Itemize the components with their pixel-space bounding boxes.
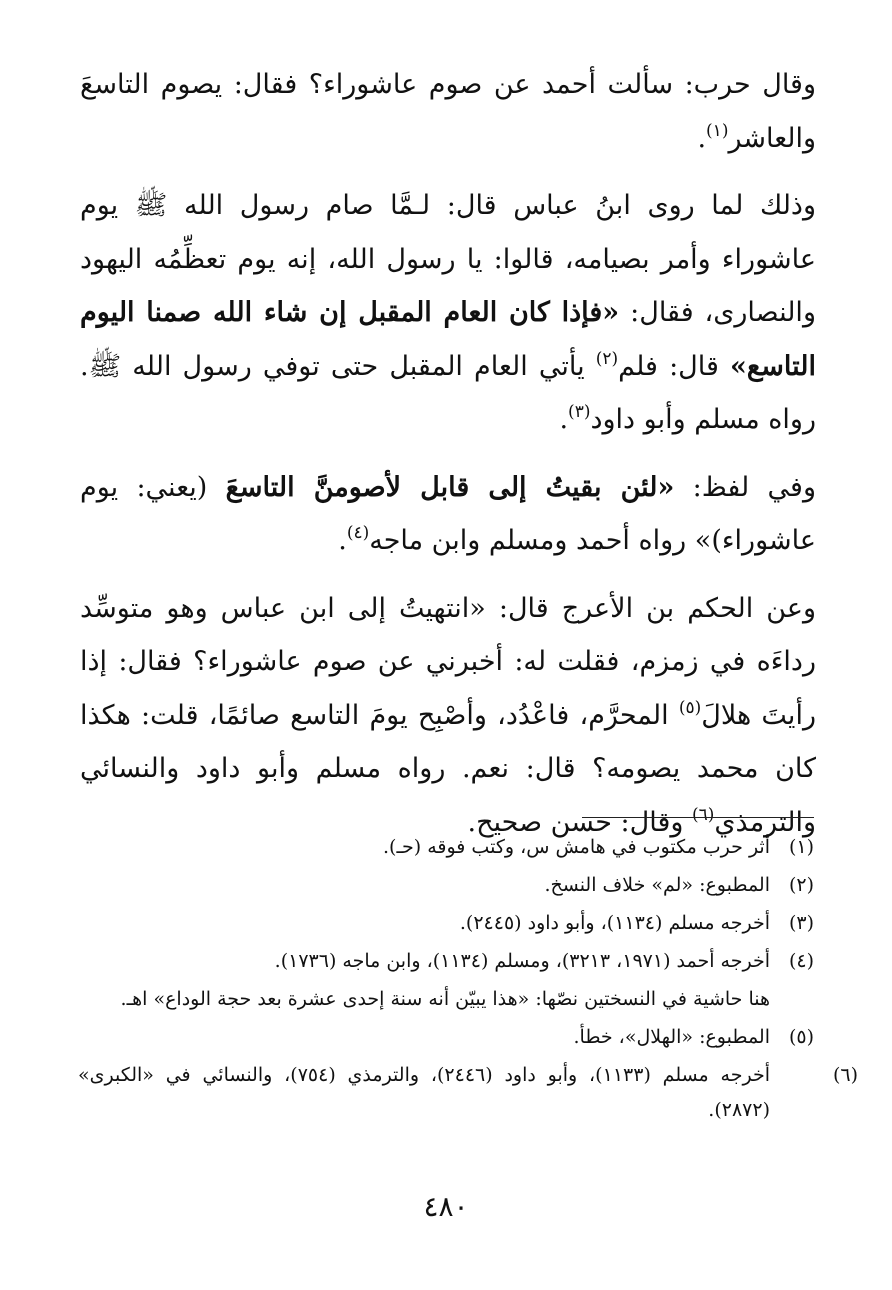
paragraph-text: . [559,404,569,435]
paragraph-ibn-abbas [80,179,816,447]
paragraph-text: وعن الحكم بن الأعرج قال: «انتهيتُ إلى ابن عباس وهو متوسِّد رداءَه في زمزم، فقلت له: أخبرني عن صوم عاشوراء؟ فقال: إذا رأيتَ هلالَ [80,592,816,731]
paragraph-text: . [697,122,707,154]
footnote-item [78,830,814,865]
footnote-item [78,868,814,903]
footnote-text: المطبوع: «لم» خلاف النسخ. [544,874,770,896]
footnote-item [78,1020,814,1055]
footnote-number: (١) [788,836,814,858]
paragraph-text: وقال: حسن صحيح. [467,806,692,838]
paragraph-hakam [80,582,816,850]
paragraph-text: . [338,525,347,556]
paragraph-text: (يعني: يوم عاشوراء)» رواه أحمد ومسلم وابن ماجه [80,471,816,556]
footnote-ref[interactable]: (٣) [568,402,591,422]
footnote-number: (٦) [832,1064,858,1086]
hadith-quote: «فإذا كان العام المقبل إن شاء الله صمنا اليوم التاسع» [80,297,817,382]
paragraph-text: وذلك لما روى ابنُ عباس قال: لـمَّا صام رسول الله ﷺ يوم عاشوراء وأمر بصيامه، قالوا: يا رسول الله، إنه يوم تعظِّمُه اليهود والنصارى، فقال: [80,190,816,328]
footnote-number: (٥) [788,1026,814,1048]
page-number: ٤٨٠ [423,1190,469,1223]
footnote-text: أخرجه مسلم (١١٣٣)، وأبو داود (٢٤٤٦)، والترمذي (٧٥٤)، والنسائي في «الكبرى» (٢٨٧٢). [78,1064,770,1121]
paragraph-text: وفي لفظ: [674,471,816,503]
hadith-quote: «لئن بقيتُ إلى قابل لأصومنَّ التاسعَ [225,471,675,503]
footnote-ref[interactable]: (٦) [691,804,715,825]
footnote-text: أخرجه أحمد (١٩٧١، ٣٢١٣)، ومسلم (١١٣٤)، وابن ماجه (١٧٣٦). [274,950,770,972]
footnote-item [78,906,814,941]
paragraph-harb [80,58,816,165]
paragraph-text: وقال حرب: سألت أحمد عن صوم عاشوراء؟ فقال: يصوم التاسعَ والعاشر [80,69,816,154]
footnote-number: (٢) [788,874,814,896]
footnote-number: (٣) [788,912,814,934]
paragraph-other-wording [80,461,816,568]
footnotes-section [78,830,858,1131]
footnote-item [78,1058,858,1128]
paragraph-text: يأتي العام المقبل حتى توفي رسول الله ﷺ. رواه مسلم وأبو داود [80,350,816,435]
paragraph-text: المحرَّم، فاعْدُد، وأصْبِح يومَ التاسع صائمًا، قلت: هكذا كان محمد يصومه؟ قال: نعم. رواه مسلم وأبو داود والنسائي والترمذي [80,699,816,838]
footnote-text: المطبوع: «الهلال»، خطأ. [573,1026,770,1048]
footnote-item [78,944,814,979]
footnote-ref[interactable]: (١) [706,120,729,141]
footnote-ref[interactable]: (٤) [346,523,370,543]
footnote-divider [582,817,814,818]
footnote-ref[interactable]: (٥) [678,697,702,718]
footnote-text: أثر حرب مكتوب في هامش س، وكتب فوقه (حـ). [383,836,770,858]
footnote-number: (٤) [788,950,814,972]
paragraph-text: قال: فلم [618,350,731,382]
footnote-text: هنا حاشية في النسختين نصّها: «هذا يبيّن أنه سنة إحدى عشرة بعد حجة الوداع» اهـ. [120,988,770,1010]
footnote-text: أخرجه مسلم (١١٣٤)، وأبو داود (٢٤٤٥). [459,912,770,934]
footnote-ref[interactable]: (٢) [595,348,619,369]
footnote-continuation [78,982,814,1017]
